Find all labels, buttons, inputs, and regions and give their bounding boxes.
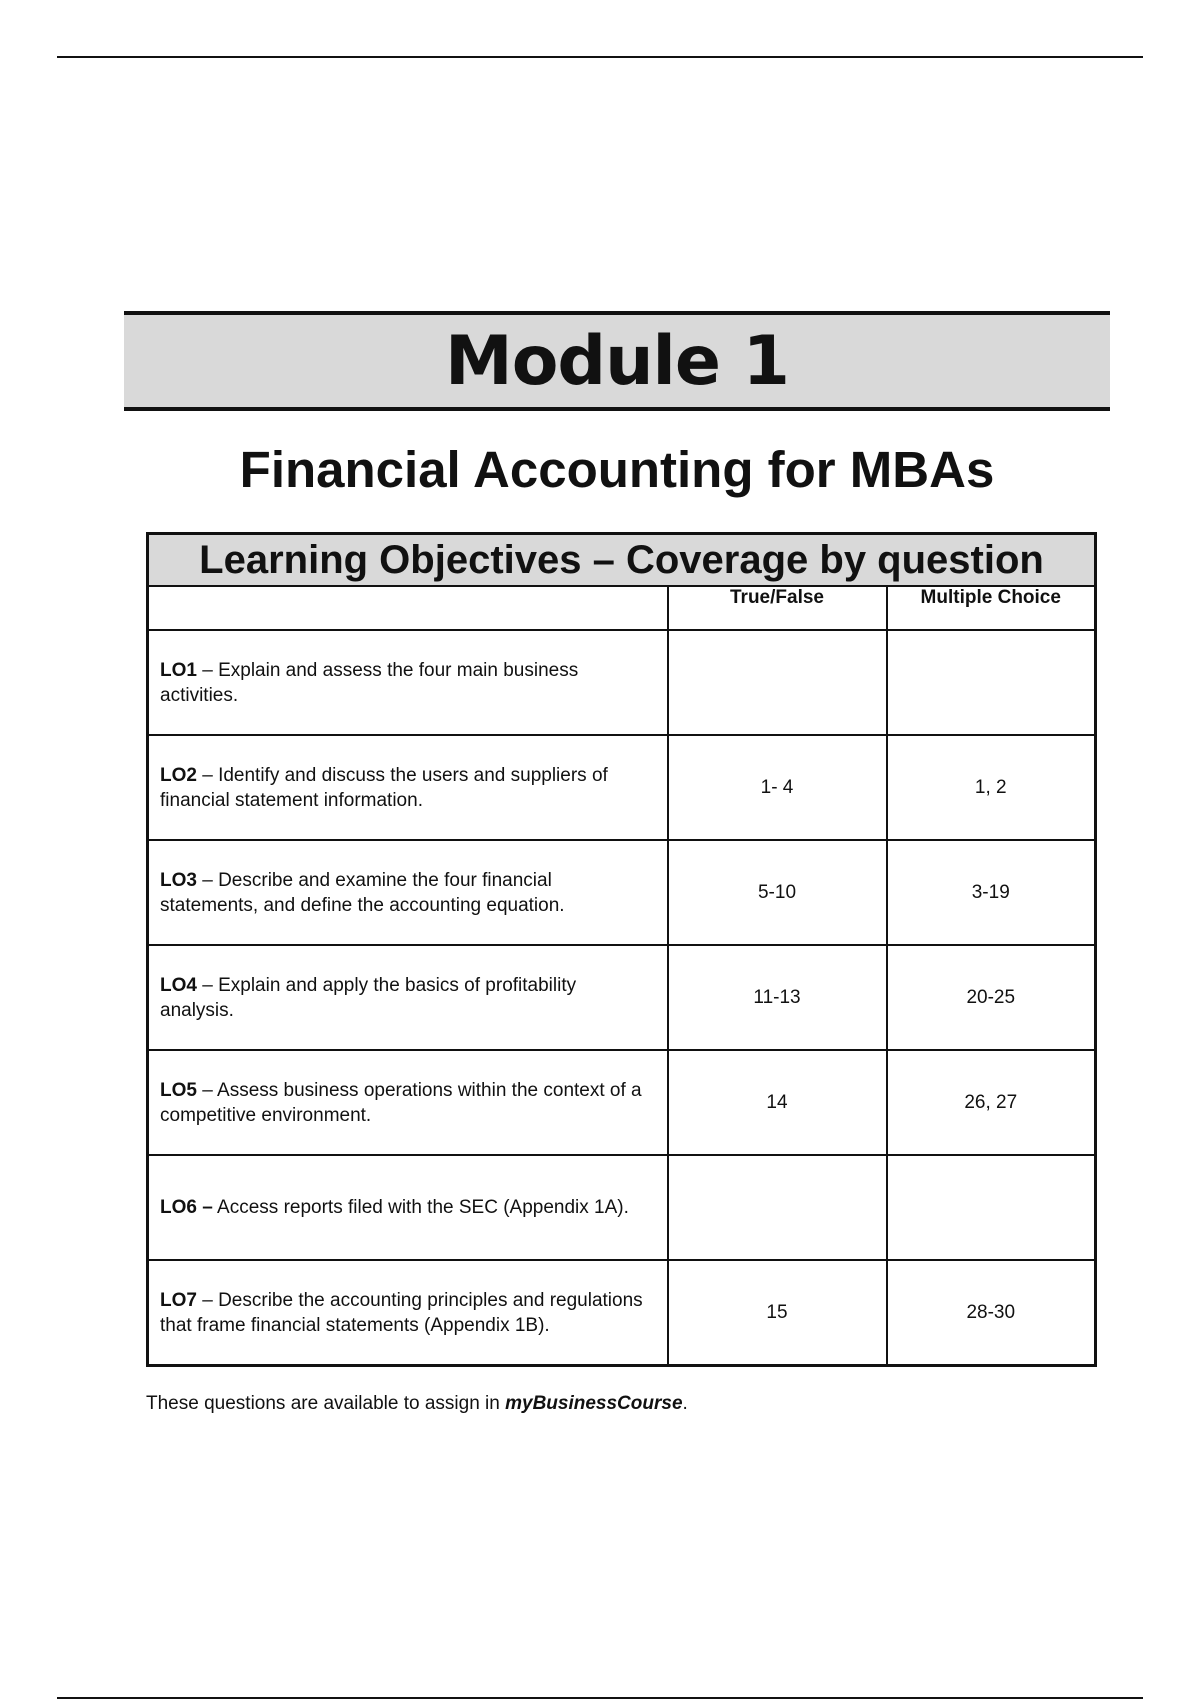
objective-text: Identify and discuss the users and suppliers of financial statement information. [160, 764, 608, 811]
true-false-cell [668, 1155, 887, 1260]
module-title: Module 1 [445, 321, 789, 401]
top-rule [57, 56, 1143, 58]
true-false-cell [668, 630, 887, 735]
objective-text: Describe and examine the four financial statements, and define the accounting equation. [160, 869, 565, 916]
table-caption: Learning Objectives – Coverage by question [148, 534, 1096, 587]
multiple-choice-cell: 1, 2 [887, 735, 1096, 840]
table-header-row [148, 586, 1096, 630]
objective-text: Explain and assess the four main business activities. [160, 659, 579, 706]
true-false-cell: 15 [668, 1260, 887, 1366]
objective-cell [148, 945, 668, 1050]
true-false-cell: 14 [668, 1050, 887, 1155]
table-row [148, 1155, 1096, 1260]
objective-code: LO3 [160, 869, 197, 891]
bottom-rule [57, 1697, 1143, 1699]
table-row [148, 1050, 1096, 1155]
learning-objectives-table [146, 532, 1097, 1367]
objective-cell [148, 630, 668, 735]
availability-footnote [146, 1393, 688, 1415]
column-header-objective [148, 586, 668, 630]
true-false-cell: 11-13 [668, 945, 887, 1050]
objective-code: LO1 [160, 659, 197, 681]
module-banner [124, 311, 1110, 411]
footnote-period: . [682, 1393, 688, 1414]
objective-code: LO5 [160, 1079, 197, 1101]
objective-cell [148, 1260, 668, 1366]
objective-text: Assess business operations within the context of a competitive environment. [160, 1079, 642, 1126]
course-subtitle: Financial Accounting for MBAs [239, 441, 995, 498]
objective-separator: – [196, 764, 219, 786]
table-row [148, 945, 1096, 1050]
objective-text: Access reports filed with the SEC (Appendix 1A). [217, 1197, 629, 1218]
multiple-choice-cell: 20-25 [887, 945, 1096, 1050]
multiple-choice-cell [887, 1155, 1096, 1260]
objective-code: LO6 – [160, 1197, 213, 1218]
multiple-choice-cell: 28-30 [887, 1260, 1096, 1366]
table-row [148, 1260, 1096, 1366]
objective-text: Describe the accounting principles and regulations that frame financial statements (Appendix 1B). [160, 1289, 643, 1336]
true-false-cell: 5-10 [668, 840, 887, 945]
table-row [148, 630, 1096, 735]
footnote-text: These questions are available to assign in [146, 1393, 506, 1414]
footnote-brand: myBusinessCourse [505, 1393, 683, 1414]
objective-separator: – [196, 974, 219, 996]
objective-text: Explain and apply the basics of profitability analysis. [160, 974, 577, 1021]
multiple-choice-cell: 26, 27 [887, 1050, 1096, 1155]
table-row [148, 840, 1096, 945]
column-header-multiple-choice: Multiple Choice [887, 586, 1096, 630]
objective-cell [148, 735, 668, 840]
objective-separator: – [196, 869, 219, 891]
objective-separator: – [196, 1079, 218, 1101]
objective-code: LO7 [160, 1289, 197, 1311]
multiple-choice-cell: 3-19 [887, 840, 1096, 945]
objective-cell [148, 1155, 668, 1260]
column-header-true-false: True/False [668, 586, 887, 630]
objective-code: LO4 [160, 974, 197, 996]
objective-separator: – [196, 1289, 219, 1311]
table-caption-row [148, 534, 1096, 587]
table-row [148, 735, 1096, 840]
true-false-cell: 1- 4 [668, 735, 887, 840]
objective-code: LO2 [160, 764, 197, 786]
objective-cell [148, 1050, 668, 1155]
objective-cell [148, 840, 668, 945]
objective-separator: – [196, 659, 219, 681]
multiple-choice-cell [887, 630, 1096, 735]
